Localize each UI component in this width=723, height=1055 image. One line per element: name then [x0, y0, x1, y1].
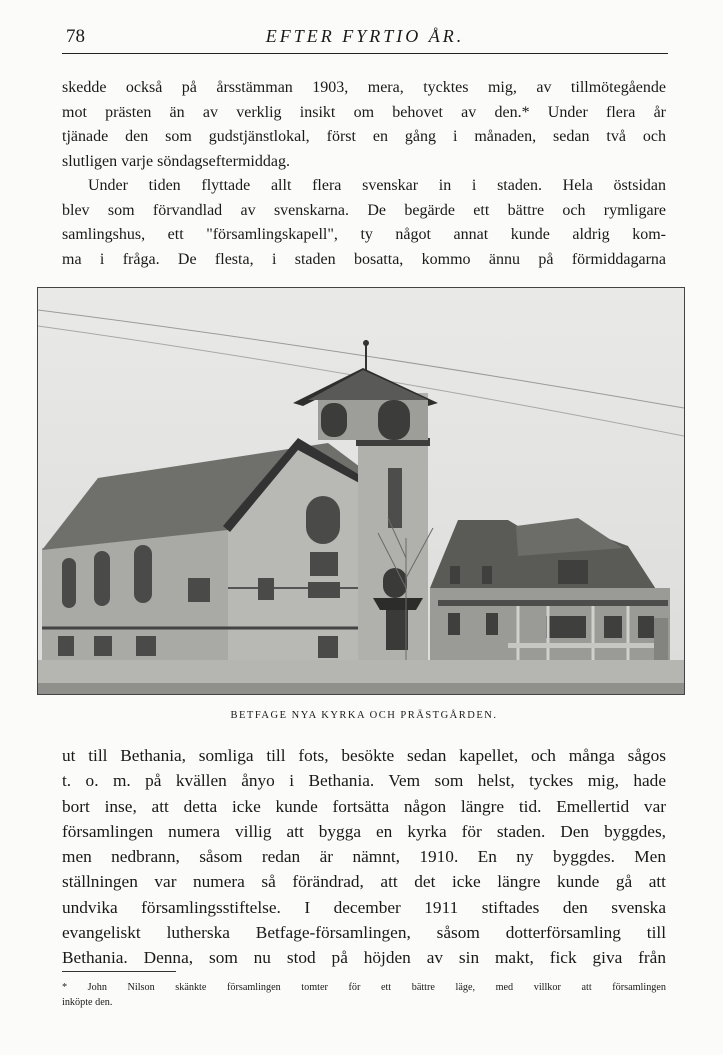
footnote-rule [62, 971, 176, 972]
text-line: bort inse, att detta icke kunde fortsätta någon längre tid. Emellertid var [62, 796, 666, 816]
text-line: tjänade den som gudstjänstlokal, först en gång i månaden, sedan två och [62, 128, 666, 145]
footnote [62, 980, 666, 1010]
footnote-line: * John Nilson skänkte församlingen tomter för ett bättre läge, med villkor att församlingen [62, 982, 666, 993]
text-line: men nedbrann, såsom redan är nämnt, 1910. En ny byggdes. Men [62, 847, 666, 867]
figure-caption: BETFAGE NYA KYRKA OCH PRÄSTGÅRDEN. [230, 710, 498, 721]
text-line: t. o. m. på kvällen ånyo i Bethania. Vem som helst, tyckes mig, hade [62, 771, 666, 791]
text-line: ma i fråga. De flesta, i staden bosatta, kommo ännu på förmiddagarna [62, 250, 666, 268]
text-line: församlingen numera villig att bygga en kyrka för staden. Den byggdes, [62, 821, 666, 841]
page-number: 78 [66, 26, 85, 47]
text-line: slutligen varje söndagseftermiddag. [62, 152, 290, 170]
text-line: undvika församlingsstiftelse. I december 1911 stiftades den svenska [62, 897, 666, 917]
text-line: skedde också på årsstämman 1903, mera, tycktes mig, av tillmötegående [62, 79, 666, 96]
text-line: Bethania. Denna, som nu stod på höjden av sin makt, fick giva från [62, 948, 666, 968]
footnote-line: inköpte den. [62, 997, 113, 1008]
text-line: ut till Bethania, somliga till fots, besökte sedan kapellet, och många sågos [62, 746, 666, 765]
text-line: mot prästen än av verklig insikt om behovet av den.* Under flera år [62, 103, 666, 121]
body-text-top [62, 76, 666, 272]
running-title: EFTER FYRTIO ÅR. [265, 26, 465, 46]
page-header [62, 22, 668, 52]
header-rule [62, 53, 668, 54]
text-line: evangeliskt lutherska Betfage-församlingen, såsom dotterförsamling till [62, 923, 666, 943]
text-line: samlingshus, ett "församlingskapell", ty något annat kunde aldrig kom- [62, 226, 666, 243]
text-line: blev som förvandlad av svenskarna. De begärde ett bättre och rymligare [62, 201, 666, 219]
body-text-bottom [62, 743, 666, 971]
church-photograph [37, 287, 685, 695]
text-line: ställningen var numera så förändrad, att det icke längre kunde gå att [62, 872, 666, 892]
text-line: Under tiden flyttade allt flera svenskar in i staden. Hela östsidan [88, 177, 666, 194]
church-and-parsonage-illustration [38, 288, 684, 694]
